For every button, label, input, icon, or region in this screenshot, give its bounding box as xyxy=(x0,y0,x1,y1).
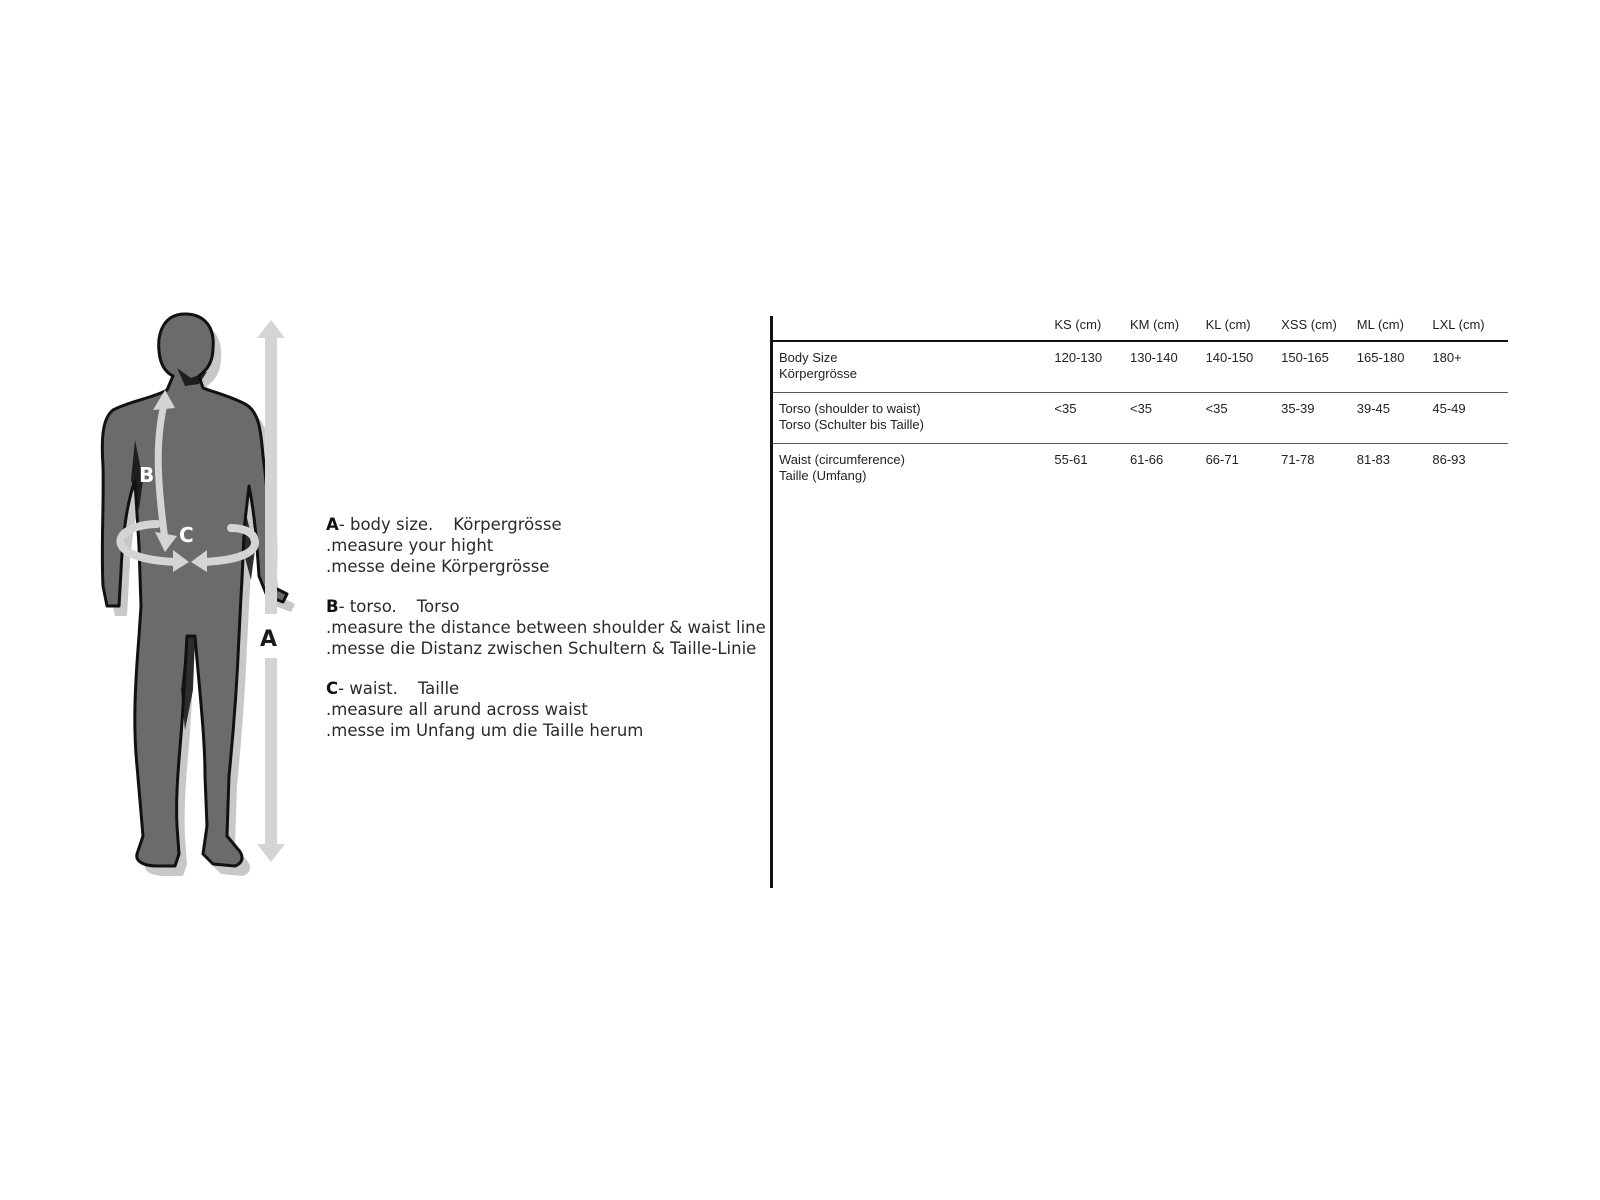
table-header-cell: LXL (cm) xyxy=(1432,316,1485,332)
table-cell: 165-180 xyxy=(1356,350,1405,365)
table-cell: 130-140 xyxy=(1129,350,1178,365)
table-cell: 180+ xyxy=(1432,350,1462,365)
instruction-b xyxy=(326,596,766,659)
size-chart-table xyxy=(773,308,1508,494)
row-label-de: Torso (Schulter bis Taille) xyxy=(779,417,924,432)
instruction-title: - waist. xyxy=(338,679,398,698)
table-header-row xyxy=(773,308,1508,341)
measurement-instructions xyxy=(326,514,766,760)
instruction-heading xyxy=(326,514,766,535)
marker-a: A xyxy=(260,627,278,652)
instruction-title-de: Torso xyxy=(416,597,460,616)
table-cell: 66-71 xyxy=(1205,452,1239,467)
table-cell: 61-66 xyxy=(1129,452,1164,467)
row-label xyxy=(773,444,1054,495)
row-label-en: Waist (circumference) xyxy=(779,452,905,467)
marker-b: B xyxy=(139,463,155,487)
table-cell: 120-130 xyxy=(1054,350,1103,365)
row-label xyxy=(773,341,1054,393)
body-measurement-figure xyxy=(95,310,305,890)
instruction-line: .measure the distance between shoulder & waist line xyxy=(326,618,766,637)
row-label-de: Körpergrösse xyxy=(779,366,858,381)
instruction-heading xyxy=(326,678,766,699)
instruction-title-de: Körpergrösse xyxy=(453,515,562,534)
table-cell: 140-150 xyxy=(1205,350,1254,365)
row-label-en: Body Size xyxy=(779,350,838,365)
table-cell: <35 xyxy=(1129,401,1153,416)
table-cell: 71-78 xyxy=(1281,452,1315,467)
table-cell: <35 xyxy=(1054,401,1077,416)
instruction-letter: B xyxy=(326,597,339,616)
instruction-line: .measure your hight xyxy=(326,536,494,555)
instruction-line: .messe die Distanz zwischen Schultern & Taille-Linie xyxy=(326,639,757,658)
instruction-heading xyxy=(326,596,766,617)
instruction-letter: A xyxy=(326,515,339,534)
table-cell: 81-83 xyxy=(1356,452,1391,467)
instruction-line: .measure all arund across waist xyxy=(326,700,588,719)
row-label-de: Taille (Umfang) xyxy=(779,468,867,483)
figure-body xyxy=(102,314,287,866)
instruction-title: - torso. xyxy=(338,597,397,616)
instruction-title: - body size. xyxy=(338,515,434,534)
table-header-cell: KL (cm) xyxy=(1205,316,1251,332)
table-cell: 45-49 xyxy=(1432,401,1466,416)
table-header-blank xyxy=(773,308,1054,341)
table-cell: 86-93 xyxy=(1432,452,1466,467)
table-header-cell: ML (cm) xyxy=(1356,316,1404,332)
table-cell: 35-39 xyxy=(1281,401,1315,416)
table-cell: 39-45 xyxy=(1356,401,1391,416)
table-header-cell: KS (cm) xyxy=(1054,316,1102,332)
table-row xyxy=(773,341,1508,393)
table-cell: 150-165 xyxy=(1281,350,1329,365)
instruction-title-de: Taille xyxy=(417,679,460,698)
marker-c: C xyxy=(179,523,194,547)
table-header-cell: KM (cm) xyxy=(1129,316,1180,332)
table-cell: 55-61 xyxy=(1054,452,1088,467)
row-label xyxy=(773,393,1054,444)
instruction-line: .messe deine Körpergrösse xyxy=(326,557,550,576)
instruction-a xyxy=(326,514,766,577)
instruction-letter: C xyxy=(326,679,339,698)
row-label-en: Torso (shoulder to waist) xyxy=(779,401,921,416)
table-cell: <35 xyxy=(1205,401,1228,416)
table-header-cell: XSS (cm) xyxy=(1281,316,1337,332)
instruction-c xyxy=(326,678,766,741)
table-row xyxy=(773,393,1508,444)
instruction-line: .messe im Unfang um die Taille herum xyxy=(326,721,644,740)
table-row xyxy=(773,444,1508,495)
